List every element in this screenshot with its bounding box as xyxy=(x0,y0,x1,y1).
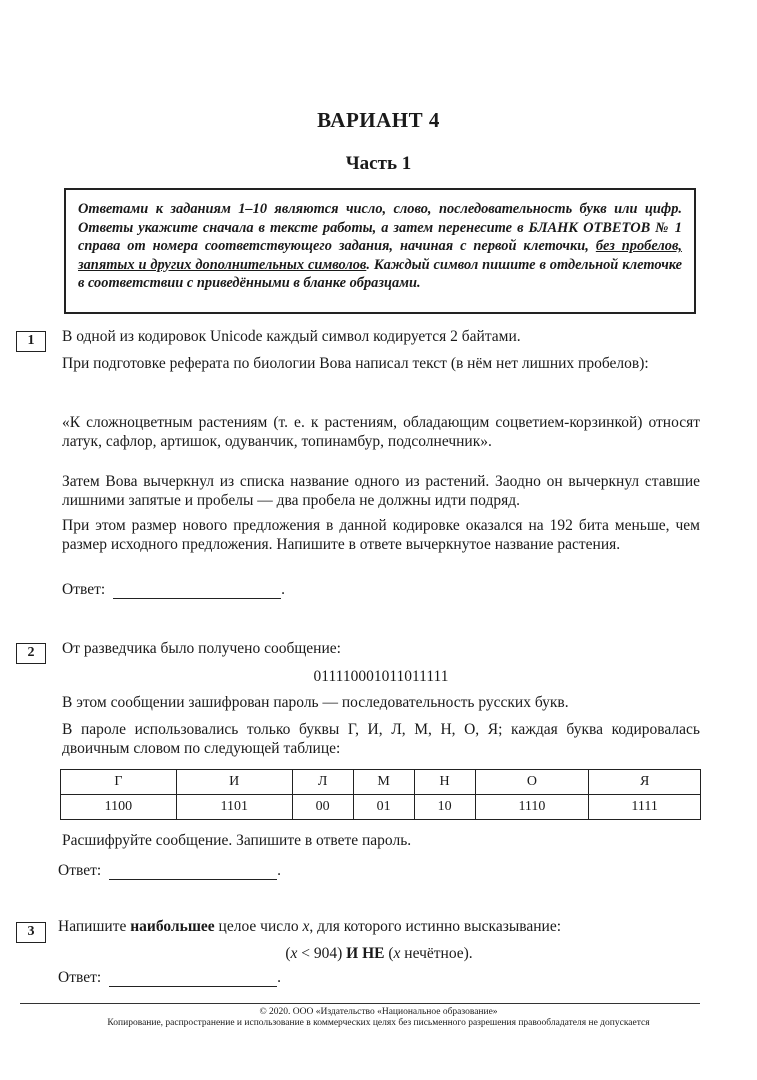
answer-field[interactable] xyxy=(109,972,277,987)
table-cell-code: 1101 xyxy=(176,795,292,820)
instructions-text-end: . Каждый символ пишите в отдельной клеточке в соответствии с приведёнными в бланке образцами. xyxy=(78,256,682,291)
expr-part: < 904) xyxy=(297,945,347,962)
table-cell-letter: Н xyxy=(414,770,475,795)
variant-title: ВАРИАНТ 4 xyxy=(317,108,440,132)
table-cell-letter: И xyxy=(176,770,292,795)
task1-intro: В одной из кодировок Unicode каждый символ кодируется 2 байтами. xyxy=(62,328,521,345)
table-cell-code: 01 xyxy=(353,795,414,820)
answer-label: Ответ: xyxy=(58,969,102,986)
expr-part: ( xyxy=(285,945,291,962)
answer-label: Ответ: xyxy=(62,581,106,598)
table-cell-letter: Л xyxy=(292,770,353,795)
table-cell-letter: О xyxy=(475,770,589,795)
answer-label: Ответ: xyxy=(58,862,102,879)
table-cell-code: 1100 xyxy=(61,795,177,820)
task2-text: В этом сообщении зашифрован пароль — последовательность русских букв. xyxy=(62,694,569,711)
table-cell-letter: М xyxy=(353,770,414,795)
task1-text-2: Затем Вова вычеркнул из списка название одного из растений. Заодно он вычеркнул ставшие лишними запятые и пробелы — два пробела не должны идти подряд. xyxy=(62,473,700,509)
task2-intro: От разведчика было получено сообщение: xyxy=(62,640,341,657)
task3-emphasis: наибольшее xyxy=(130,918,215,935)
instructions-underlined: без пробелов, запятых и других дополнительных символов xyxy=(78,238,682,273)
task3-variable: x xyxy=(302,918,310,935)
instructions-text: Ответами к заданиям 1–10 являются число, слово, последовательность букв или цифр. Ответы укажите сначала в тексте работы, а затем перенесите в БЛАНК ОТВЕТОВ № 1 справа от номера соответствующего задания, начиная с первой клеточки, xyxy=(78,201,682,254)
answer-field[interactable] xyxy=(109,865,277,880)
footer-divider xyxy=(20,1003,700,1004)
task1-quote: «К сложноцветным растениям (т. е. к растениям, обладающим соцветием-корзинкой) относят латук, сафлор, артишок, одуванчик, топинамбур, подсолнечник». xyxy=(62,414,700,450)
table-cell-code: 1111 xyxy=(589,795,701,820)
table-cell-code: 1110 xyxy=(475,795,589,820)
table-cell-code: 10 xyxy=(414,795,475,820)
expr-part: ( xyxy=(384,945,394,962)
part-title: Часть 1 xyxy=(345,153,412,174)
task2-answer-row: Ответ: . xyxy=(58,862,282,879)
task3-text xyxy=(58,917,700,936)
footer-copyright: © 2020. ООО «Издательство «Национальное образование» xyxy=(259,1007,498,1017)
task2-text-2: В пароле использовались только буквы Г, И, Л, М, Н, О, Я; каждая буква кодировалась двоичным словом по следующей таблице: xyxy=(62,721,700,757)
expr-part: нечётное). xyxy=(400,945,473,962)
answer-field[interactable] xyxy=(113,584,281,599)
table-cell-code: 00 xyxy=(292,795,353,820)
code-table xyxy=(60,769,701,820)
table-cell-letter: Я xyxy=(589,770,701,795)
task-number-2: 2 xyxy=(16,643,46,664)
expr-variable: x xyxy=(290,945,298,962)
task3-text-part: целое число xyxy=(214,918,303,935)
footer-notice: Копирование, распространение и использование в коммерческих целях без письменного разрешения правообладателя не допускается xyxy=(107,1018,650,1028)
expr-variable: x xyxy=(393,945,401,962)
task1-answer-row: Ответ: . xyxy=(62,581,286,598)
task1-text-3: При этом размер нового предложения в данной кодировке оказался на 192 бита меньше, чем размер исходного предложения. Напишите в ответе вычеркнутое название растения. xyxy=(62,517,700,553)
task2-message: 011110001011011111 xyxy=(313,668,449,685)
task3-text-part: Напишите xyxy=(58,918,131,935)
instructions-box xyxy=(64,188,696,314)
task1-text: При подготовке реферата по биологии Вова написал текст (в нём нет лишних пробелов): xyxy=(62,355,649,372)
task-number-1: 1 xyxy=(16,331,46,352)
code-table-codes-row xyxy=(61,795,701,820)
code-table-letters-row xyxy=(61,770,701,795)
expr-operator: И НЕ xyxy=(346,945,385,962)
task3-answer-row: Ответ: . xyxy=(58,969,282,986)
table-cell-letter: Г xyxy=(61,770,177,795)
task2-instruction: Расшифруйте сообщение. Запишите в ответе пароль. xyxy=(62,832,412,849)
task3-text-part: , для которого истинно высказывание: xyxy=(309,918,562,935)
task3-expression xyxy=(58,944,700,963)
task-number-3: 3 xyxy=(16,922,46,943)
